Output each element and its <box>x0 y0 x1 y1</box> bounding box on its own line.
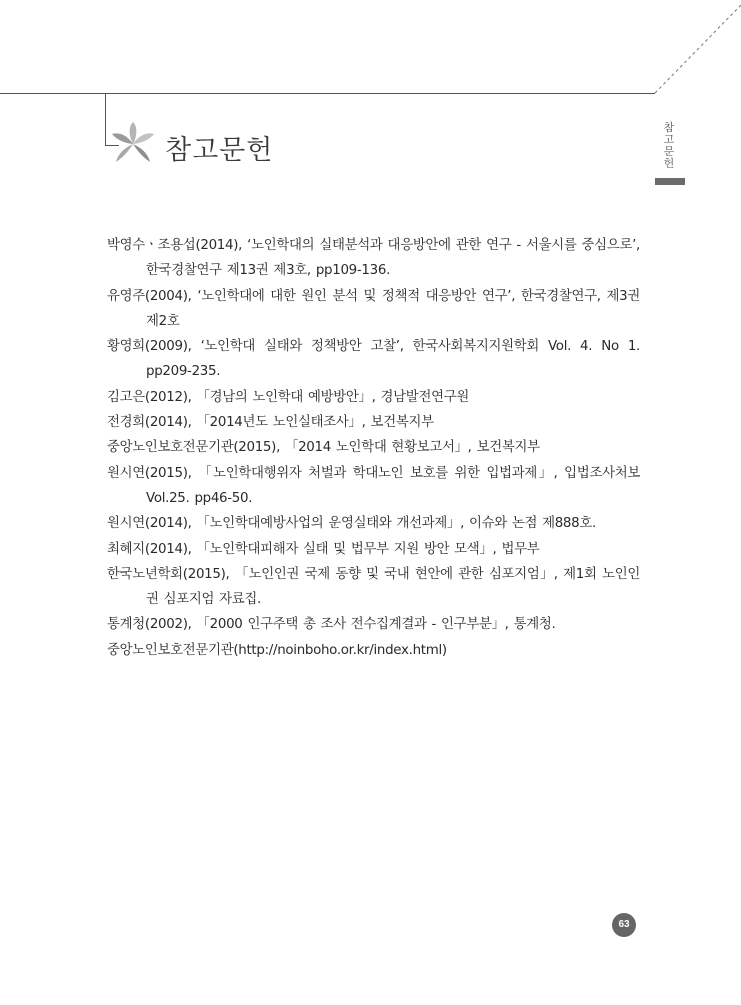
reference-item: 김고은(2012), 「경남의 노인학대 예방방안」, 경남발전연구원 <box>107 389 469 405</box>
corner-dashed-diagonal <box>0 0 741 200</box>
reference-item: 전경희(2014), 「2014년도 노인실태조사」, 보건복지부 <box>107 415 434 431</box>
title-bracket-vertical <box>105 93 106 145</box>
side-tab-bar <box>655 178 685 185</box>
header-rule <box>0 93 655 94</box>
side-label-char: 고 <box>663 133 675 146</box>
reference-item: 황영희(2009), ‘노인학대 실태와 정책방안 고찰’, 한국사회복지지원학회 Vol. 4. No 1. pp209-235. <box>107 339 640 380</box>
leaf-icon <box>108 122 158 168</box>
page-number-badge: 63 <box>612 913 636 937</box>
reference-item: 최혜지(2014), 「노인학대피해자 실태 및 법무부 지원 방안 모색」, 법무부 <box>107 541 540 557</box>
reference-item: 통계청(2002), 「2000 인구주택 총 조사 전수집계결과 - 인구부분」, 통계청. <box>107 617 556 633</box>
reference-item: 원시연(2015), 「노인학대행위자 처벌과 학대노인 보호를 위한 입법과제」, 입법조사처보 Vol.25. pp46-50. <box>107 465 640 506</box>
reference-item: 원시연(2014), 「노인학대예방사업의 운영실태와 개선과제」, 이슈와 논점 제888호. <box>107 516 596 532</box>
reference-item: 중앙노인보호전문기관(2015), 「2014 노인학대 현황보고서」, 보건복지부 <box>107 440 540 456</box>
side-label-char: 참 <box>663 121 675 134</box>
side-section-label <box>662 122 676 170</box>
reference-list <box>107 233 640 663</box>
reference-item: 박영수ㆍ조용섭(2014), ‘노인학대의 실태분석과 대응방안에 관한 연구 - 서울시를 중심으로’, 한국경찰연구 제13권 제3호, pp109-136. <box>107 238 640 279</box>
reference-item: 유영주(2004), ‘노인학대에 대한 원인 분석 및 정책적 대응방안 연구’, 한국경찰연구, 제3권 제2호 <box>107 288 640 329</box>
page-title: 참고문헌 <box>165 135 274 166</box>
reference-item: 한국노년학회(2015), 「노인인권 국제 동향 및 국내 현안에 관한 심포지엄」, 제1회 노인인권 심포지엄 자료집. <box>107 566 640 608</box>
side-label-char: 문 <box>663 145 675 158</box>
side-label-char: 헌 <box>663 157 675 170</box>
reference-item: 중앙노인보호전문기관(http://noinboho.or.kr/index.html) <box>107 642 447 658</box>
